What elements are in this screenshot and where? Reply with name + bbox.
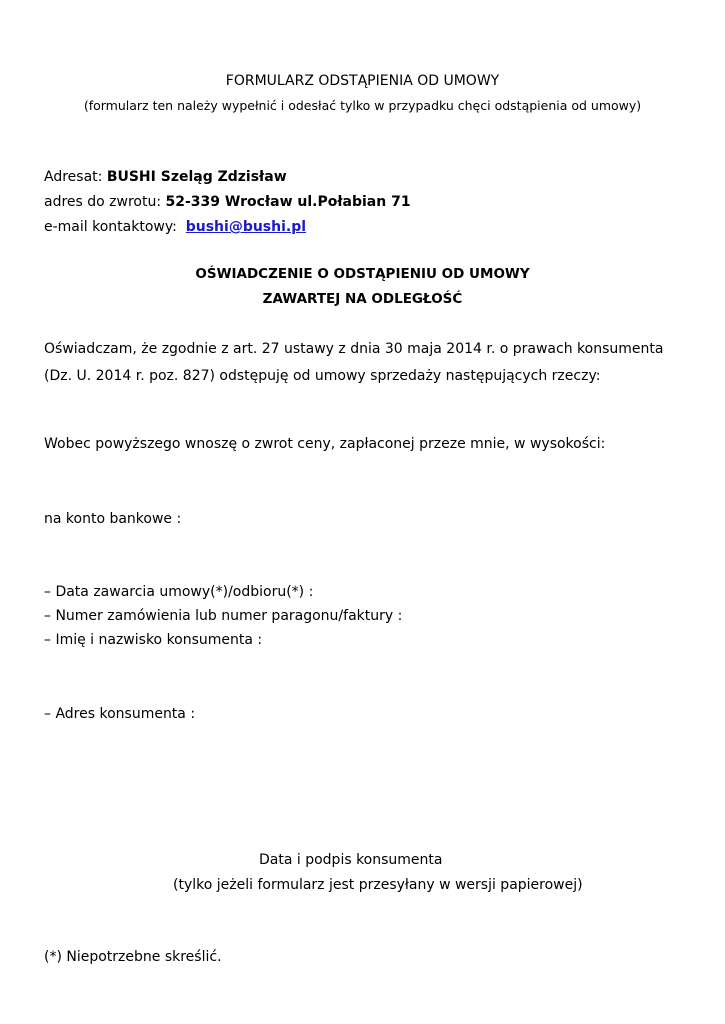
return-address-value: 52-339 Wrocław ul.Połabian 71 [165, 194, 411, 210]
signature-label: Data i podpis konsumenta [259, 852, 443, 868]
contact-email-line [44, 219, 306, 235]
statement-heading-line2: ZAWARTEJ NA ODLEGŁOŚĆ [262, 291, 463, 307]
return-address-line [44, 194, 411, 210]
addressee-label: Adresat: [44, 169, 107, 185]
refund-request-text: Wobec powyższego wnoszę o zwrot ceny, zapłaconej przeze mnie, w wysokości: [44, 436, 606, 452]
field-consumer-address: – Adres konsumenta : [44, 706, 196, 722]
addressee-line [44, 169, 287, 185]
return-address-label: adres do zwrotu: [44, 194, 166, 210]
statement-paragraph: Oświadczam, że zgodnie z art. 27 ustawy z dnia 30 maja 2014 r. o prawach konsumenta (Dz. U. 2014 r. poz. 827) odstępuję od umowy sprzedaży następujących rzeczy: [44, 341, 664, 384]
bank-account-text: na konto bankowe : [44, 511, 182, 527]
field-consumer-name: – Imię i nazwisko konsumenta : [44, 632, 263, 648]
footnote: (*) Niepotrzebne skreślić. [44, 949, 222, 965]
form-title: FORMULARZ ODSTĄPIENIA OD UMOWY [225, 73, 500, 89]
contact-email-link[interactable]: bushi@bushi.pl [185, 219, 307, 235]
contact-email-label: e-mail kontaktowy: [44, 219, 182, 235]
form-subtitle: (formularz ten należy wypełnić i odesłać tylko w przypadku chęci odstąpienia od umowy) [83, 98, 642, 113]
statement-heading-line1: OŚWIADCZENIE O ODSTĄPIENIU OD UMOWY [195, 266, 530, 282]
field-order-number: – Numer zamówienia lub numer paragonu/faktury : [44, 608, 403, 624]
signature-note: (tylko jeżeli formularz jest przesyłany w wersji papierowej) [173, 877, 583, 893]
addressee-name: BUSHI Szeląg Zdzisław [106, 169, 287, 185]
field-contract-date: – Data zawarcia umowy(*)/odbioru(*) : [44, 584, 314, 600]
